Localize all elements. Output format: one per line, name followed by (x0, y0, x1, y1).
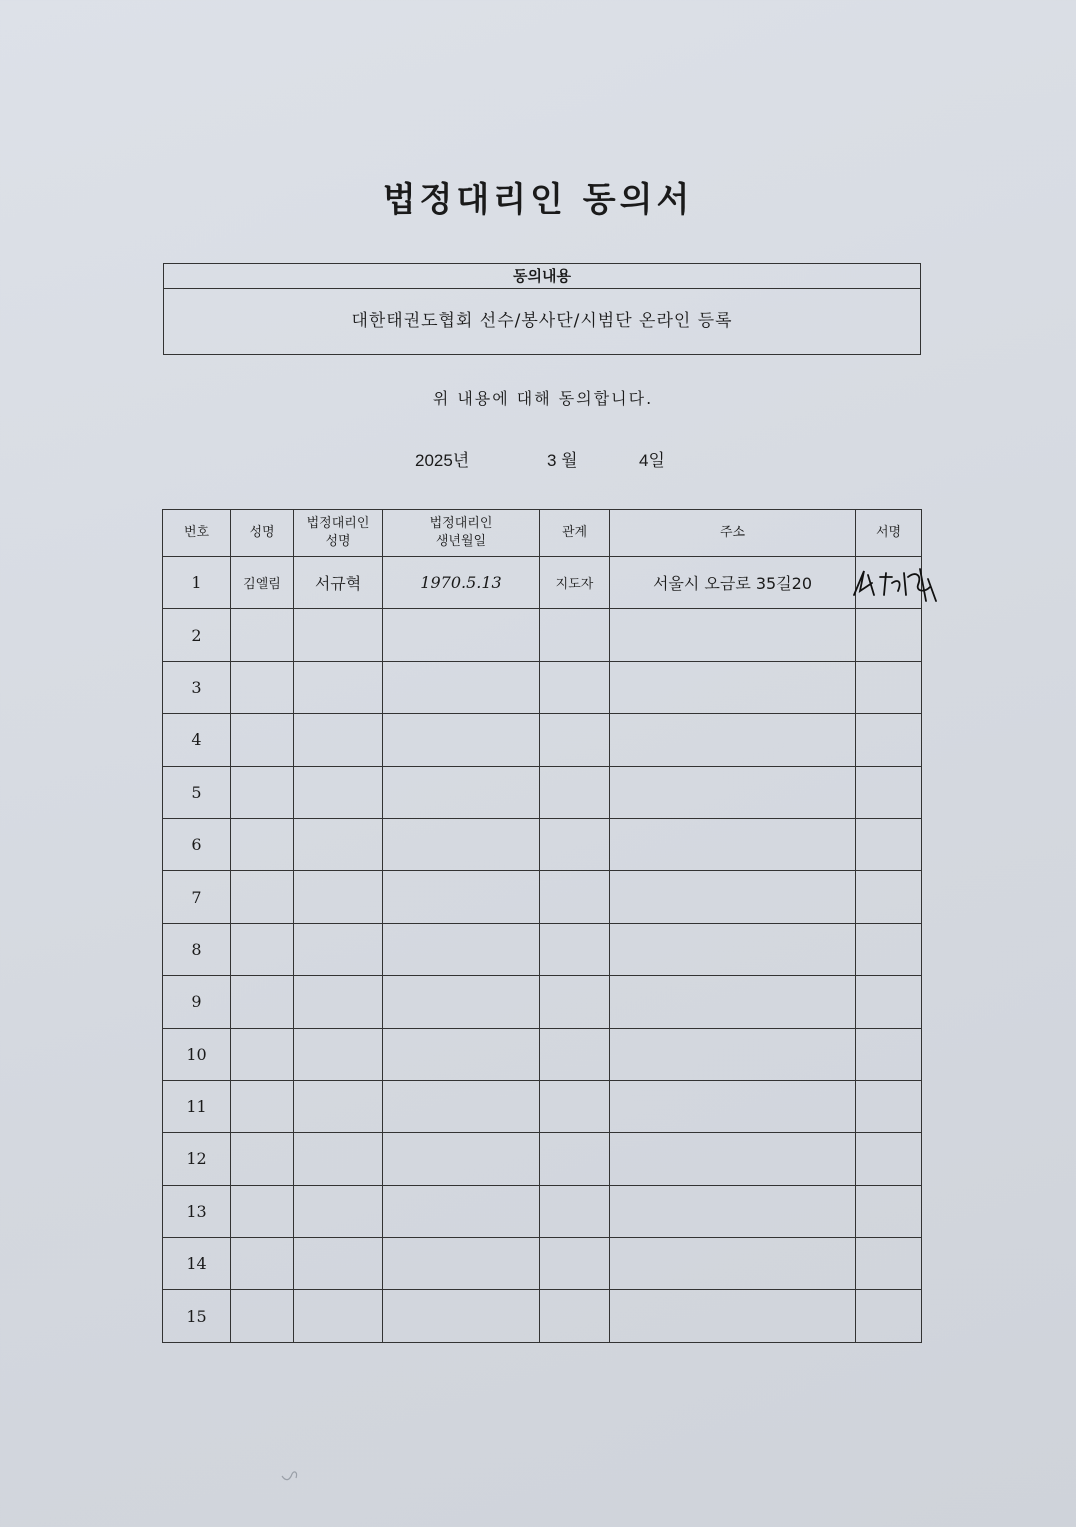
agreement-text: 위 내용에 대해 동의합니다. (432, 389, 654, 408)
cell-address (610, 1080, 856, 1132)
cell-signature (856, 976, 922, 1028)
row-number: 6 (163, 818, 231, 870)
row-number: 10 (163, 1028, 231, 1080)
cell-signature (856, 714, 922, 766)
cell-relation (540, 1290, 610, 1342)
consent-header: 동의내용 (164, 264, 920, 289)
cell-guardian-name (294, 1133, 383, 1185)
cell-address (610, 609, 856, 661)
cell-signature (856, 557, 922, 609)
cell-relation (540, 923, 610, 975)
pencil-mark (280, 1468, 304, 1484)
cell-guardian-birth (383, 1290, 540, 1342)
cell-signature (856, 871, 922, 923)
cell-guardian-name (294, 661, 383, 713)
cell-guardian-birth (383, 1028, 540, 1080)
cell-address (610, 976, 856, 1028)
cell-relation (540, 1238, 610, 1290)
cell-name (231, 1080, 294, 1132)
row-number: 7 (163, 871, 231, 923)
cell-address (610, 714, 856, 766)
cell-guardian-birth (383, 923, 540, 975)
cell-guardian-name (294, 976, 383, 1028)
cell-name (231, 871, 294, 923)
table-row (163, 766, 922, 818)
table-row (163, 976, 922, 1028)
row-number: 2 (163, 609, 231, 661)
cell-name (231, 1238, 294, 1290)
table-row (163, 1080, 922, 1132)
table-row (163, 714, 922, 766)
cell-guardian-name (294, 1238, 383, 1290)
cell-address (610, 1238, 856, 1290)
cell-signature (856, 661, 922, 713)
cell-signature (856, 1133, 922, 1185)
cell-relation (540, 766, 610, 818)
table-row (163, 1028, 922, 1080)
cell-guardian-name (294, 818, 383, 870)
cell-guardian-name (294, 766, 383, 818)
date-year: 2025년 (415, 451, 470, 470)
row-number: 8 (163, 923, 231, 975)
cell-guardian-birth (383, 1080, 540, 1132)
row-number: 3 (163, 661, 231, 713)
header-relation: 관계 (540, 510, 610, 557)
cell-guardian-name (294, 1028, 383, 1080)
cell-address (610, 1133, 856, 1185)
cell-name (231, 976, 294, 1028)
cell-guardian-birth (383, 976, 540, 1028)
date-month: 3 월 (547, 451, 578, 470)
cell-name (231, 818, 294, 870)
table-row (163, 1290, 922, 1342)
consent-box (163, 263, 921, 355)
row-number: 11 (163, 1080, 231, 1132)
cell-guardian-birth (383, 1185, 540, 1237)
cell-address (610, 818, 856, 870)
row-number: 13 (163, 1185, 231, 1237)
cell-relation (540, 976, 610, 1028)
cell-signature (856, 1290, 922, 1342)
consent-body: 대한태권도협회 선수/봉사단/시범단 온라인 등록 (351, 311, 733, 331)
cell-guardian-birth (383, 661, 540, 713)
header-guardian-birth: 법정대리인 생년월일 (383, 510, 540, 557)
cell-guardian-birth (383, 818, 540, 870)
cell-name: 김엘림 (231, 557, 294, 609)
cell-guardian-birth (383, 609, 540, 661)
row-number: 9 (163, 976, 231, 1028)
table-header-row (163, 510, 922, 557)
cell-name (231, 923, 294, 975)
header-signature: 서명 (856, 510, 922, 557)
cell-address (610, 766, 856, 818)
cell-guardian-name (294, 923, 383, 975)
cell-guardian-birth (383, 871, 540, 923)
cell-guardian-name (294, 871, 383, 923)
table-row (163, 1185, 922, 1237)
cell-relation (540, 1185, 610, 1237)
table-row (163, 1238, 922, 1290)
row-number: 15 (163, 1290, 231, 1342)
cell-name (231, 1185, 294, 1237)
cell-relation (540, 871, 610, 923)
cell-name (231, 714, 294, 766)
cell-address (610, 1028, 856, 1080)
cell-name (231, 661, 294, 713)
cell-address (610, 871, 856, 923)
cell-address (610, 1185, 856, 1237)
cell-guardian-name (294, 1080, 383, 1132)
cell-guardian-birth (383, 766, 540, 818)
table-row (163, 1133, 922, 1185)
cell-relation (540, 714, 610, 766)
cell-signature (856, 766, 922, 818)
cell-relation (540, 661, 610, 713)
table-row (163, 923, 922, 975)
cell-guardian-birth (383, 1238, 540, 1290)
cell-guardian-name: 서규혁 (294, 557, 383, 609)
cell-relation (540, 1028, 610, 1080)
cell-guardian-name (294, 714, 383, 766)
cell-signature (856, 1080, 922, 1132)
table-row (163, 557, 922, 609)
cell-name (231, 1133, 294, 1185)
cell-address: 서울시 오금로 35길20 (610, 557, 856, 609)
cell-signature (856, 1238, 922, 1290)
guardian-table (162, 509, 922, 1343)
cell-signature (856, 1185, 922, 1237)
table-row (163, 661, 922, 713)
cell-guardian-name (294, 609, 383, 661)
cell-relation (540, 609, 610, 661)
handwritten-signature (846, 561, 942, 605)
cell-name (231, 1290, 294, 1342)
row-number: 5 (163, 766, 231, 818)
cell-guardian-name (294, 1290, 383, 1342)
row-number: 14 (163, 1238, 231, 1290)
table-row (163, 609, 922, 661)
header-guardian-name: 법정대리인 성명 (294, 510, 383, 557)
cell-relation (540, 1133, 610, 1185)
cell-address (610, 661, 856, 713)
cell-signature (856, 923, 922, 975)
table-row (163, 871, 922, 923)
row-number: 1 (163, 557, 231, 609)
header-no: 번호 (163, 510, 231, 557)
cell-signature (856, 609, 922, 661)
table-row (163, 818, 922, 870)
cell-name (231, 766, 294, 818)
cell-name (231, 1028, 294, 1080)
cell-address (610, 923, 856, 975)
cell-signature (856, 1028, 922, 1080)
row-number: 12 (163, 1133, 231, 1185)
header-address: 주소 (610, 510, 856, 557)
cell-guardian-birth (383, 714, 540, 766)
cell-relation: 지도자 (540, 557, 610, 609)
header-name: 성명 (231, 510, 294, 557)
cell-name (231, 609, 294, 661)
cell-signature (856, 818, 922, 870)
row-number: 4 (163, 714, 231, 766)
cell-relation (540, 818, 610, 870)
document-title: 법정대리인 동의서 (382, 180, 694, 220)
cell-guardian-birth (383, 1133, 540, 1185)
date-day: 4일 (639, 451, 665, 470)
cell-relation (540, 1080, 610, 1132)
cell-guardian-birth: 1970.5.13 (383, 557, 540, 609)
cell-guardian-name (294, 1185, 383, 1237)
cell-address (610, 1290, 856, 1342)
